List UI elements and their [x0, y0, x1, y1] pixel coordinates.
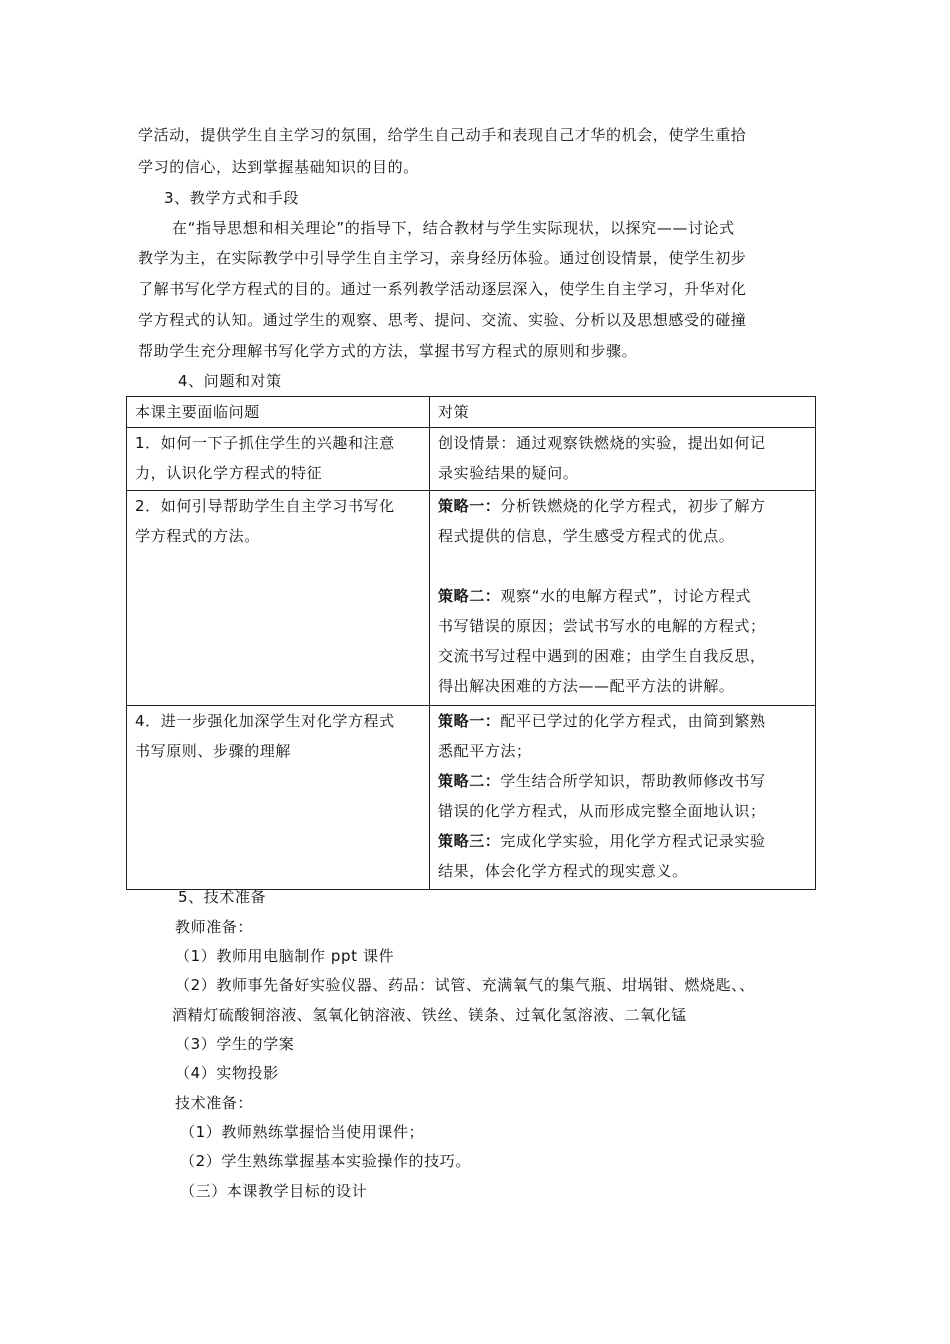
table-row — [127, 706, 816, 890]
section-5-heading: 5、技术准备 — [178, 888, 267, 906]
strategy-2-label: 策略二： — [438, 587, 501, 605]
section-3-heading: 3、教学方式和手段 — [164, 189, 299, 207]
strategy-1-label: 策略一： — [438, 712, 501, 730]
intro-line-1: 学活动，提供学生自主学习的氛围，给学生自己动手和表现自己才华的机会，使学生重拾 — [138, 126, 747, 144]
teacher-prep-label: 教师准备： — [175, 918, 254, 936]
table-row — [127, 428, 816, 491]
prep-item-4: （4）实物投影 — [175, 1064, 279, 1082]
row-3-problem: 4．进一步强化加深学生对化学方程式 书写原则、步骤的理解 — [127, 706, 430, 890]
table-header-row — [127, 397, 816, 428]
section-3-line-5: 帮助学生充分理解书写化学方式的方法，掌握书写方程式的原则和步骤。 — [138, 342, 638, 360]
header-strategy: 对策 — [430, 397, 816, 428]
strategy-2-label: 策略二： — [438, 772, 501, 790]
intro-line-2: 学习的信心，达到掌握基础知识的目的。 — [138, 158, 419, 176]
prep-item-1: （1）教师用电脑制作 ppt 课件 — [175, 947, 395, 965]
prep-item-3: （3）学生的学案 — [175, 1035, 295, 1053]
row-3-strategy: 策略一：配平已学过的化学方程式，由简到繁熟 悉配平方法； 策略二：学生结合所学知识，帮助教师修改书写 错误的化学方程式，从而形成完整全面地认识； 策略三：完成化学实验，用化学方程式记录实验 结果，体会化学方程式的现实意义。 — [430, 706, 816, 890]
row-1-problem: 1．如何一下子抓住学生的兴趣和注意 力，认识化学方程式的特征 — [127, 428, 430, 491]
tech-item-1: （1）教师熟练掌握恰当使用课件； — [180, 1123, 425, 1141]
section-3-line-1: 在“指导思想和相关理论”的指导下，结合教材与学生实际现状，以探究——讨论式 — [172, 219, 735, 237]
tech-prep-label: 技术准备： — [175, 1094, 254, 1112]
header-problem: 本课主要面临问题 — [127, 397, 430, 428]
section-4-heading: 4、问题和对策 — [178, 372, 282, 390]
prep-item-2-line-2: 酒精灯硫酸铜溶液、氢氧化钠溶液、铁丝、镁条、过氧化氢溶液、二氧化锰 — [172, 1006, 687, 1024]
row-2-strategy: 策略一：分析铁燃烧的化学方程式，初步了解方 程式提供的信息，学生感受方程式的优点。 策略二：观察“水的电解方程式”，讨论方程式 书写错误的原因；尝试书写水的电解的方程式； 交流书写过程中遇到的困难；由学生自我反思， 得出解决困难的方法——配平方法的讲解。 — [430, 491, 816, 706]
section-three-heading: （三）本课教学目标的设计 — [180, 1182, 368, 1200]
section-3-line-3: 了解书写化学方程式的目的。通过一系列教学活动逐层深入，使学生自主学习，升华对化 — [138, 280, 747, 298]
section-3-line-4: 学方程式的认知。通过学生的观察、思考、提问、交流、实验、分析以及思想感受的碰撞 — [138, 311, 747, 329]
table-row — [127, 491, 816, 706]
row-1-strategy: 创设情景：通过观察铁燃烧的实验，提出如何记 录实验结果的疑问。 — [430, 428, 816, 491]
prep-item-2-line-1: （2）教师事先备好实验仪器、药品：试管、充满氧气的集气瓶、坩埚钳、燃烧匙、、 — [175, 976, 755, 994]
problems-strategies-table — [126, 396, 816, 890]
strategy-1-label: 策略一： — [438, 497, 501, 515]
section-3-line-2: 教学为主，在实际教学中引导学生自主学习，亲身经历体验。通过创设情景，使学生初步 — [138, 249, 747, 267]
row-2-problem: 2．如何引导帮助学生自主学习书写化 学方程式的方法。 — [127, 491, 430, 706]
strategy-3-label: 策略三： — [438, 832, 501, 850]
tech-item-2: （2）学生熟练掌握基本实验操作的技巧。 — [180, 1152, 471, 1170]
